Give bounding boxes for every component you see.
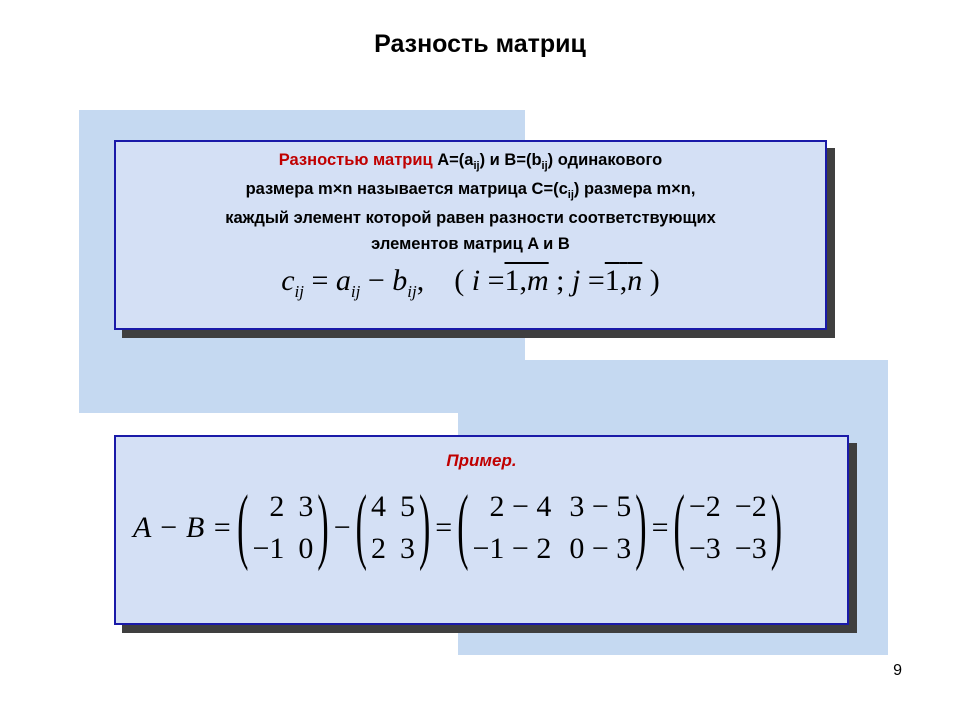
formula-symbol: 1 <box>504 264 520 297</box>
expression-lhs: A − B = <box>133 511 233 544</box>
formula-symbol: c <box>281 264 295 297</box>
matrix-cell: 5 <box>399 490 415 523</box>
formula-symbol: = <box>487 264 505 297</box>
formula-symbol: ) <box>649 264 660 297</box>
page-number: 9 <box>893 662 902 679</box>
example-panel <box>114 435 849 625</box>
formula-symbol: a <box>335 264 351 297</box>
formula-symbol: , <box>416 264 425 297</box>
difference-formula <box>116 264 825 302</box>
matrix-result-cells <box>685 490 771 566</box>
example-expression <box>130 480 784 573</box>
matrix-cell: −1 <box>252 532 285 565</box>
matrix-cell: 2 <box>370 532 386 565</box>
formula-symbol: , <box>619 264 628 297</box>
definition-term: Разностью матриц <box>278 151 433 169</box>
index-range-n <box>605 264 643 297</box>
minus-sign: − <box>333 511 351 544</box>
right-paren: ) <box>418 480 431 573</box>
matrix-cell: 3 <box>399 532 415 565</box>
matrix-cell: 2 − 4 <box>489 490 552 523</box>
matrix-cell: 3 <box>298 490 314 523</box>
definition-text <box>116 146 825 255</box>
matrix-cell: 4 <box>370 490 386 523</box>
formula-subscript: ij <box>294 282 304 301</box>
equals-sign: = <box>435 511 453 544</box>
matrix-cell: −2 <box>734 490 767 523</box>
formula-symbol: 1 <box>604 264 620 297</box>
matrix-result <box>673 480 783 573</box>
matrix-cell: 2 <box>269 490 285 523</box>
matrix-a <box>237 480 329 573</box>
matrix-b <box>355 480 431 573</box>
definition-panel <box>114 140 827 330</box>
matrix-cell: 0 <box>298 532 314 565</box>
formula-symbol: b <box>392 264 408 297</box>
subscript: ij <box>473 160 480 172</box>
subscript: ij <box>567 189 574 201</box>
matrix-difference <box>457 480 647 573</box>
formula-symbol: , <box>519 264 527 297</box>
definition-line-4: элементов матриц A и B <box>371 235 570 253</box>
formula-symbol: i <box>471 264 481 297</box>
left-paren: ( <box>237 480 249 573</box>
subscript: ij <box>541 160 548 172</box>
text-fragment: ) размера m×n, <box>573 180 696 198</box>
text-fragment: A=(a <box>432 151 474 169</box>
left-paren: ( <box>355 480 367 573</box>
formula-symbol: n <box>627 264 643 297</box>
matrix-cell: 0 − 3 <box>569 532 632 565</box>
matrix-cell: 3 − 5 <box>569 490 632 523</box>
formula-symbol: ( <box>454 264 465 297</box>
example-label: Пример. <box>446 451 517 470</box>
matrix-cell: −3 <box>734 532 767 565</box>
matrix-cell: −3 <box>688 532 721 565</box>
definition-line-3: каждый элемент которой равен разности соответствующих <box>225 209 716 227</box>
index-range-m <box>505 264 549 297</box>
formula-symbol: − <box>367 264 385 297</box>
formula-symbol: ; <box>556 264 565 297</box>
matrix-a-cells <box>248 490 317 566</box>
formula-subscript: ij <box>407 282 417 301</box>
right-paren: ) <box>635 480 647 573</box>
right-paren: ) <box>317 480 329 573</box>
text-fragment: ) одинакового <box>547 151 663 169</box>
formula-symbol: = <box>311 264 329 297</box>
slide-title: Разность матриц <box>374 30 586 58</box>
text-fragment: размера m×n называется матрица C=(c <box>245 180 568 198</box>
matrix-b-cells <box>367 490 419 566</box>
left-paren: ( <box>457 480 469 573</box>
matrix-cell: −2 <box>688 490 721 523</box>
matrix-difference-cells <box>469 490 636 566</box>
formula-symbol: m <box>527 264 549 297</box>
formula-symbol: j <box>572 264 581 297</box>
equals-sign: = <box>651 511 669 544</box>
text-fragment: ) и B=(b <box>479 151 542 169</box>
formula-subscript: ij <box>350 282 361 301</box>
definition-line-1 <box>116 146 825 175</box>
left-paren: ( <box>673 480 685 573</box>
matrix-cell: −1 − 2 <box>472 532 552 565</box>
right-paren: ) <box>770 480 783 573</box>
definition-line-2 <box>116 175 825 204</box>
formula-symbol: = <box>587 264 605 297</box>
